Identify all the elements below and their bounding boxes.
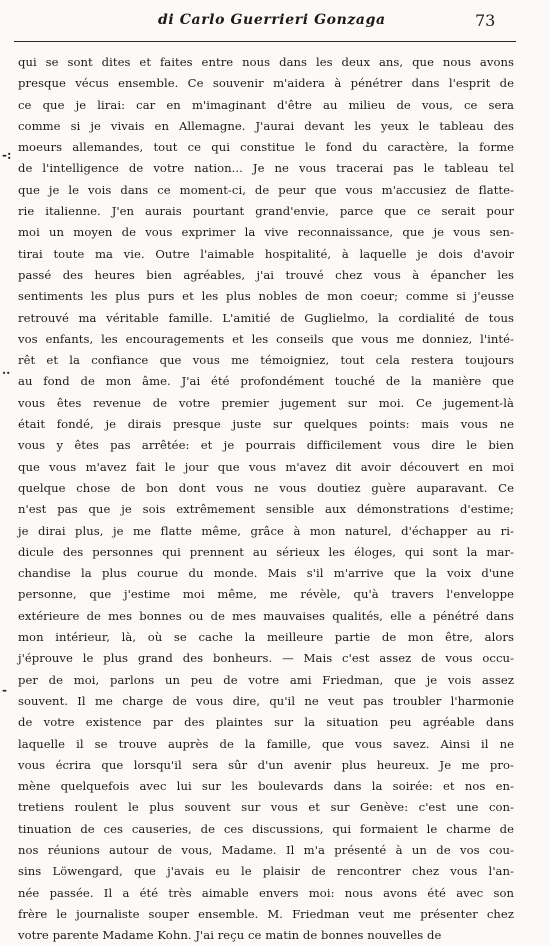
- text-line: souvent. Il me charge de vous dire, qu'il ne veut pas troubler l'harmonie: [18, 693, 514, 708]
- text-line: de l'intelligence de votre nation... Je ne vous tracerai pas le tableau tel: [18, 161, 514, 176]
- text-line: vous êtes revenue de votre premier jugement sur moi. Ce jugement-là: [18, 395, 514, 410]
- running-title: di Carlo Guerrieri Gonzaga: [158, 12, 386, 28]
- text-line: tinuation de ces causeries, de ces discussions, qui formaient le charme de: [18, 821, 514, 836]
- margin-pencil-mark: ..: [2, 363, 11, 377]
- text-line: laquelle il se trouve auprès de la famille, que vous savez. Ainsi il ne: [18, 736, 514, 751]
- header-rule: [14, 41, 516, 42]
- text-line: ce que je lirai: car en m'imaginant d'être au milieu de vous, ce sera: [18, 97, 514, 112]
- text-line: j'éprouve le plus grand des bonheurs. — Mais c'est assez de vous occu-: [18, 651, 514, 666]
- text-line: moi un moyen de vous exprimer la vive reconnaissance, que je vous sen-: [18, 225, 514, 240]
- text-line: mon intérieur, là, où se cache la meilleure partie de mon être, alors: [18, 630, 514, 645]
- text-line: n'est pas que je sois extrêmement sensible aux démonstrations d'estime;: [18, 502, 514, 517]
- text-line: presque vécus ensemble. Ce souvenir m'aidera à pénétrer dans l'esprit de: [18, 76, 514, 91]
- text-line: personne, que j'estime moi même, me révèle, qu'à travers l'enveloppe: [18, 587, 514, 602]
- text-line: mène quelquefois avec lui sur les boulevards dans la soirée: et nos en-: [18, 779, 514, 794]
- text-line: que vous m'avez fait le jour que vous m'avez dit avoir découvert en moi: [18, 459, 514, 474]
- text-line: qui se sont dites et faites entre nous dans les deux ans, que nous avons: [18, 55, 514, 69]
- text-line: extérieure de mes bonnes ou de mes mauvaises qualités, elle a pénétré dans: [18, 608, 514, 623]
- text-line: vos enfants, les encouragements et les conseils que vous me donniez, l'inté-: [18, 331, 514, 346]
- text-line: je dirai plus, je me flatte même, grâce à mon naturel, d'échapper au ri-: [18, 523, 514, 538]
- text-line: rie italienne. J'en aurais pourtant grand'envie, parce que ce serait pour: [18, 204, 514, 219]
- text-line: née passée. Il a été très aimable envers moi: nous avons été avec son: [18, 885, 514, 900]
- text-line: dicule des personnes qui prennent au sérieux les éloges, qui sont la mar-: [18, 544, 514, 559]
- text-line: rêt et la confiance que vous me témoigniez, tout cela restera toujours: [18, 353, 514, 368]
- text-line: comme si je vivais en Allemagne. J'aurai devant les yeux le tableau des: [18, 118, 514, 133]
- text-line: était fondé, je dirais presque juste sur quelques points: mais vous ne: [18, 417, 514, 432]
- text-line: que je le vois dans ce moment-ci, de peur que vous m'accusiez de flatte-: [18, 182, 514, 197]
- text-line: vous écrira que lorsqu'il sera sûr d'un avenir plus heureux. Je me pro-: [18, 757, 514, 772]
- text-line: passé des heures bien agréables, j'ai trouvé chez vous à épancher les: [18, 267, 514, 282]
- margin-pencil-mark: -:: [2, 148, 12, 162]
- text-line: tirai toute ma vie. Outre l'aimable hospitalité, à laquelle je dois d'avoir: [18, 246, 514, 261]
- text-line: sentiments les plus purs et les plus nobles de mon coeur; comme si j'eusse: [18, 289, 514, 304]
- text-line: tretiens roulent le plus souvent sur vous et sur Genève: c'est une con-: [18, 800, 514, 815]
- text-line: sins Löwengard, que j'avais eu le plaisir de rencontrer chez vous l'an-: [18, 864, 514, 879]
- text-line: quelque chose de bon dont vous ne vous doutiez guère auparavant. Ce: [18, 480, 514, 495]
- body-text: [18, 52, 514, 946]
- text-line: moeurs allemandes, tout ce qui constitue le fond du caractère, la forme: [18, 140, 514, 155]
- text-line: nos réunions autour de vous, Madame. Il m'a présenté à un de vos cou-: [18, 842, 514, 857]
- text-line: au fond de mon âme. J'ai été profondément touché de la manière que: [18, 374, 514, 389]
- text-line: de votre existence par des plaintes sur la situation peu agréable dans: [18, 715, 514, 730]
- margin-pencil-mark: -: [2, 683, 7, 697]
- text-line: frère le journaliste souper ensemble. M. Friedman veut me présenter chez: [18, 906, 514, 921]
- text-line: per de moi, parlons un peu de votre ami Friedman, que je vois assez: [18, 672, 514, 687]
- text-line: votre parente Madame Kohn. J'ai reçu ce matin de bonnes nouvelles de: [18, 928, 442, 943]
- text-line: vous y êtes pas arrêtée: et je pourrais difficilement vous dire le bien: [18, 438, 514, 453]
- text-line: retrouvé ma véritable famille. L'amitié de Guglielmo, la cordialité de tous: [18, 310, 514, 325]
- page-number: 73: [475, 11, 496, 30]
- text-line: chandise la plus courue du monde. Mais s'il m'arrive que la voix d'une: [18, 566, 514, 581]
- page-header: [0, 10, 550, 38]
